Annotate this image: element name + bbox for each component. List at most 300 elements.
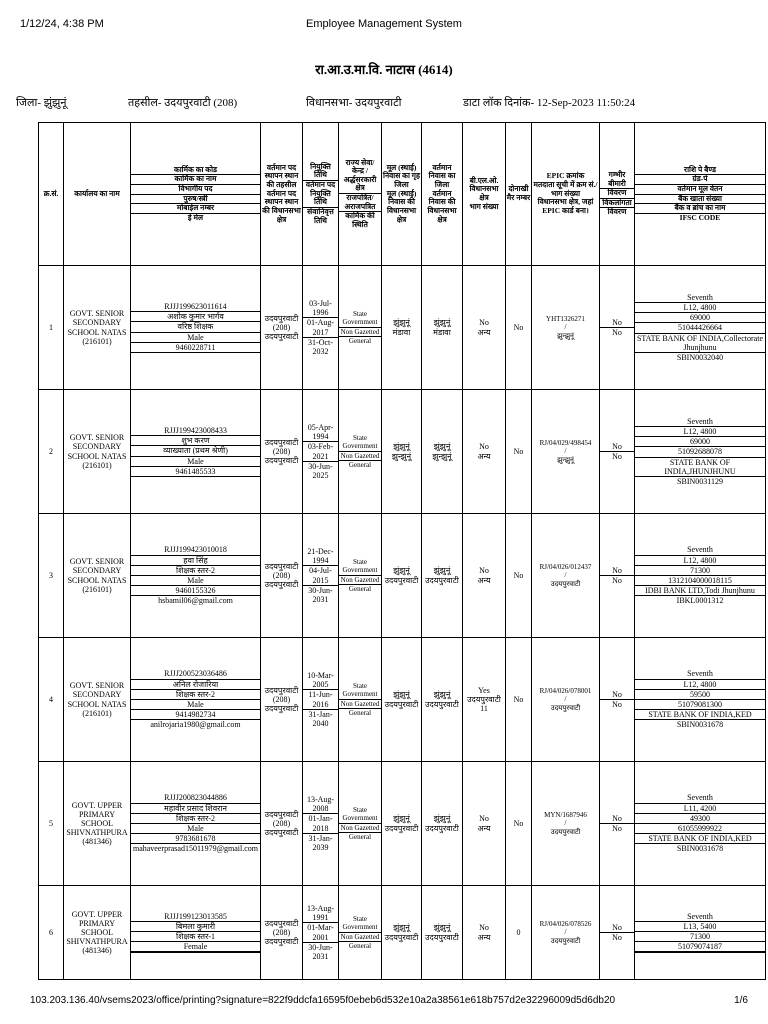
table-header-row <box>39 123 766 266</box>
header-ifsc: IFSC CODE <box>635 213 765 223</box>
serial-number: 6 <box>39 886 64 980</box>
handicap-number: No <box>506 266 532 390</box>
home-district: झुंझुनूं <box>393 814 410 824</box>
grade-pay: L12, 4800 <box>635 555 765 565</box>
posting-assembly: उदयपुरवाटी <box>264 828 299 838</box>
employee-info <box>131 886 261 980</box>
voter-serial: / <box>564 928 567 937</box>
current-post-date: 01-Jan-2018 <box>303 813 338 832</box>
employee-email <box>131 952 260 953</box>
header-basic-pay: वर्तमान मूल वेतन <box>635 184 765 194</box>
header-blo-assembly: बी.एल.ओ. विधानसभा क्षेत्र <box>469 175 499 202</box>
assembly-label: विधानसभा- उदयपुरवाटी <box>306 97 402 109</box>
blo-assembly: अन्य <box>477 932 491 942</box>
employee-code: RJJJ199423010018 <box>164 545 227 555</box>
epic-number: RJ/04/026/078526 <box>539 920 592 929</box>
employee-mobile: 9460228711 <box>131 342 260 352</box>
posting-assembly: उदयपुरवाटी <box>264 704 299 714</box>
header-grade-pay: ग्रेड-पे <box>635 174 765 184</box>
posting-info <box>261 638 303 762</box>
service-dates <box>303 390 339 514</box>
current-residence <box>422 390 463 514</box>
employee-post: शिक्षक स्तर-1 <box>131 931 260 941</box>
office-name: GOVT. SENIOR SECONDARY SCHOOL NATAS (216101) <box>64 266 131 390</box>
disability: No <box>600 823 634 833</box>
gazetted-status: Non Gazetted <box>340 823 380 832</box>
header-emp-name: कार्मिक का नाम <box>131 174 260 184</box>
home-assembly: उदयपुरवाटी <box>384 823 419 833</box>
header-blo <box>463 123 506 266</box>
serial-number: 4 <box>39 638 64 762</box>
employee-status: General <box>339 336 381 345</box>
posting-assembly: उदयपुरवाटी <box>264 580 299 590</box>
current-district: झुंझुनूं <box>433 442 451 452</box>
employee-name: शुभ करण <box>131 435 260 445</box>
employee-gender: Male <box>131 575 260 585</box>
posting-info <box>261 266 303 390</box>
posting-tehsil: उदयपुरवाटी (208) <box>264 809 299 828</box>
header-emp-post: विभागीय पद <box>131 184 260 194</box>
illness-info <box>600 638 635 762</box>
disability: No <box>600 451 634 461</box>
epic-info <box>532 638 600 762</box>
header-account-no: बैंक खाता संख्या <box>635 194 765 204</box>
service-dates <box>303 886 339 980</box>
employee-status: General <box>339 584 381 593</box>
voter-serial: / <box>564 819 567 828</box>
header-epic-assembly: विधानसभा क्षेत्र, जहां EPIC कार्ड बना। <box>537 197 594 215</box>
current-district: झुंझुनूं <box>433 318 451 328</box>
current-assembly: झुन्झुनूं <box>432 451 452 461</box>
account-number: 51092688078 <box>635 446 765 456</box>
grade-pay: L13, 5400 <box>635 921 765 931</box>
current-district: झुंझुनूं <box>433 566 451 576</box>
home-assembly: उदयपुरवाटी <box>384 699 419 709</box>
serious-illness: No <box>612 565 622 575</box>
serial-number: 3 <box>39 514 64 638</box>
appointment-date: 05-Apr-1994 <box>307 422 334 442</box>
print-datetime: 1/12/24, 4:38 PM <box>20 18 104 30</box>
account-number: 61055999922 <box>635 823 765 833</box>
header-current-assembly: वर्तमान निवास की विधानसभा क्षेत्र <box>427 188 457 224</box>
header-office: कार्यालय का नाम <box>64 123 131 266</box>
current-district: झुंझुनूं <box>433 690 451 700</box>
gazetted-status: Non Gazetted <box>340 575 380 584</box>
epic-assembly: उदयपुरवाटी <box>550 936 581 945</box>
retirement-date: 31-Oct-2032 <box>303 337 338 356</box>
header-pay-band: राशि पे बैण्ड <box>684 164 716 174</box>
basic-pay: 59500 <box>635 689 765 699</box>
employee-status: General <box>339 708 381 717</box>
employee-info <box>131 762 261 886</box>
serious-illness: No <box>612 689 622 699</box>
header-epic-no: EPIC क्रमांक <box>546 171 585 181</box>
pay-band: Seventh <box>687 793 713 803</box>
home-info <box>382 390 422 514</box>
bank-branch: STATE BANK OF INDIA,JHUNJHUNU <box>635 457 765 476</box>
account-number: 1312104000018115 <box>635 575 765 585</box>
bank-info <box>635 390 766 514</box>
employee-email <box>131 476 260 477</box>
service-info <box>339 514 382 638</box>
employee-status: General <box>339 832 381 841</box>
blo-info <box>463 886 506 980</box>
home-info <box>382 762 422 886</box>
current-residence <box>422 886 463 980</box>
employee-status: General <box>339 941 381 950</box>
header-disability-detail: विवरण <box>600 207 634 217</box>
service-dates <box>303 514 339 638</box>
header-voter-serial: मतदाता सूची में क्रम सं./ भाग संख्या <box>533 180 598 198</box>
account-number: 51079074187 <box>635 941 765 951</box>
current-assembly: उदयपुरवाटी <box>425 575 459 585</box>
header-current <box>422 123 463 266</box>
grade-pay: L12, 4800 <box>635 302 765 312</box>
table-row <box>39 514 766 638</box>
header-emp-code: कार्मिक का कोड <box>173 164 218 174</box>
service-type: State Government <box>342 558 378 575</box>
gazetted-status: Non Gazetted <box>340 451 380 460</box>
current-post-date: 03-Feb-2021 <box>303 441 338 460</box>
office-name: GOVT. UPPER PRIMARY SCHOOL SHIVNATHPURA (481346) <box>64 886 131 980</box>
handicap-number: No <box>506 390 532 514</box>
blo-info <box>463 762 506 886</box>
home-info <box>382 886 422 980</box>
ifsc-code <box>635 952 765 953</box>
home-assembly: उदयपुरवाटी <box>384 575 419 585</box>
blo-assembly: अन्य <box>477 823 491 833</box>
service-info <box>339 886 382 980</box>
current-residence <box>422 638 463 762</box>
bank-branch: STATE BANK OF INDIA,KED <box>635 833 765 843</box>
employee-mobile: 9783681678 <box>131 833 260 843</box>
current-residence <box>422 266 463 390</box>
posting-info <box>261 390 303 514</box>
office-name: GOVT. SENIOR SECONDARY SCHOOL NATAS (216101) <box>64 638 131 762</box>
pay-band: Seventh <box>687 292 713 302</box>
appointment-date: 13-Aug-1991 <box>306 903 335 923</box>
posting-tehsil: उदयपुरवाटी (208) <box>264 918 299 937</box>
epic-info <box>532 266 600 390</box>
employee-code: RJJJ199423008433 <box>164 426 227 436</box>
handicap-number: No <box>506 762 532 886</box>
current-assembly: उदयपुरवाटी <box>425 699 459 709</box>
service-type: State Government <box>342 310 378 327</box>
serial-number: 2 <box>39 390 64 514</box>
header-serious-illness: गम्भीर बीमारी <box>608 169 626 188</box>
ifsc-code: SBIN0031678 <box>635 719 765 729</box>
blo-flag: No <box>479 318 489 328</box>
home-district: झुंझुनूं <box>393 566 410 576</box>
service-type: State Government <box>342 806 378 823</box>
posting-tehsil: उदयपुरवाटी (208) <box>264 437 299 456</box>
posting-info <box>261 762 303 886</box>
bank-branch: STATE BANK OF INDIA,KED <box>635 709 765 719</box>
posting-assembly: उदयपुरवाटी <box>264 937 299 947</box>
employee-post: शिक्षक स्तर-2 <box>131 565 260 575</box>
service-info <box>339 390 382 514</box>
employee-email: anilrojaria1980@gmail.com <box>131 719 260 729</box>
basic-pay: 49300 <box>635 813 765 823</box>
blo-assembly: अन्य <box>477 327 491 337</box>
footer-page-number: 1/6 <box>734 995 748 1006</box>
employee-info <box>131 390 261 514</box>
employee-info <box>131 514 261 638</box>
pay-band: Seventh <box>687 911 713 921</box>
employee-status: General <box>339 460 381 469</box>
pay-band: Seventh <box>687 416 713 426</box>
current-assembly: उदयपुरवाटी <box>425 823 459 833</box>
pay-band: Seventh <box>687 545 713 555</box>
header-disability: विकलांगता <box>600 198 634 208</box>
bank-branch: IDBI BANK LTD,Todi Jhunjhunu <box>635 585 765 595</box>
home-assembly: झुन्झुनूं <box>391 451 412 461</box>
retirement-date: 30-Jun-2031 <box>303 585 338 604</box>
serious-illness: No <box>612 317 622 327</box>
header-emp-mobile: मोबाईल नम्बर <box>131 203 260 213</box>
current-residence <box>422 514 463 638</box>
current-district: झुंझुनूं <box>433 923 451 933</box>
blo-info <box>463 638 506 762</box>
blo-assembly: अन्य <box>477 451 491 461</box>
home-district: झुंझुनूं <box>393 923 410 933</box>
gazetted-status: Non Gazetted <box>340 932 380 941</box>
current-district: झुंझुनूं <box>433 814 451 824</box>
epic-number: YHT1326271 <box>546 315 585 324</box>
employee-mobile: 9460155326 <box>131 585 260 595</box>
header-illness-detail: विवरण <box>600 188 634 198</box>
epic-assembly: झुन्झुनूं <box>557 331 574 340</box>
posting-assembly: उदयपुरवाटी <box>264 456 299 466</box>
employee-post: शिक्षक स्तर-2 <box>131 813 260 823</box>
epic-info <box>532 390 600 514</box>
header-posting-assembly: वर्तमान पद स्थापन स्थान की विधानसभा क्षेत्र <box>262 188 301 224</box>
service-type: State Government <box>342 682 378 699</box>
header-retirement-date: सेवानिवृत्त तिथि <box>303 207 338 225</box>
header-gazetted: राजपत्रित/ अराजपत्रित <box>339 193 381 211</box>
current-post-date: 01-Aug-2017 <box>303 317 338 336</box>
epic-info <box>532 886 600 980</box>
blo-flag: No <box>479 814 489 824</box>
account-number: 51079081300 <box>635 699 765 709</box>
illness-info <box>600 514 635 638</box>
disability: No <box>600 699 634 709</box>
posting-info <box>261 886 303 980</box>
epic-assembly: उदयपुरवाटी <box>550 579 581 588</box>
grade-pay: L12, 4800 <box>635 426 765 436</box>
header-appointment-date: नियुक्ति तिथि <box>310 161 331 180</box>
employee-name: बिमला कुमारी <box>131 921 260 931</box>
service-info <box>339 762 382 886</box>
retirement-date: 31-Jan-2040 <box>303 709 338 728</box>
header-part-number: भाग संख्या <box>469 201 499 211</box>
blo-assembly: उदयपुरवाटी <box>467 694 501 704</box>
employee-code: RJJJ200523036486 <box>164 669 227 679</box>
epic-number: MYN/1687946 <box>544 811 587 820</box>
serious-illness: No <box>612 813 622 823</box>
basic-pay: 71300 <box>635 931 765 941</box>
home-district: झुंझुनूं <box>393 442 410 452</box>
header-posting-tehsil: वर्तमान पद स्थापन स्थान की तहसील <box>264 162 299 190</box>
header-bank <box>635 123 766 266</box>
epic-number: RJ/04/029/498454 <box>539 439 592 448</box>
ifsc-code: IBKL0001312 <box>635 595 765 605</box>
epic-assembly: झुन्झुनूं <box>557 455 574 464</box>
serious-illness: No <box>612 922 622 932</box>
bank-info <box>635 762 766 886</box>
epic-info <box>532 762 600 886</box>
blo-info <box>463 390 506 514</box>
disability: No <box>600 575 634 585</box>
employee-mobile: 9414982734 <box>131 709 260 719</box>
employee-gender: Male <box>131 456 260 466</box>
bank-info <box>635 514 766 638</box>
pay-band: Seventh <box>687 669 713 679</box>
home-info <box>382 638 422 762</box>
voter-serial: / <box>564 323 567 332</box>
data-lock-date: डाटा लॉक दिनांक- 12-Sep-2023 11:50:24 <box>463 97 636 109</box>
employee-email: hsbamil06@gmail.com <box>131 595 260 605</box>
employee-code: RJJJ200823044886 <box>164 793 227 803</box>
table-row <box>39 638 766 762</box>
illness-info <box>600 762 635 886</box>
employee-table <box>38 122 766 980</box>
basic-pay: 69000 <box>635 436 765 446</box>
bank-info <box>635 886 766 980</box>
basic-pay: 69000 <box>635 312 765 322</box>
handicap-number: No <box>506 514 532 638</box>
employee-mobile: 9461485533 <box>131 466 260 476</box>
blo-info <box>463 514 506 638</box>
home-district: झुंझुनूं <box>393 318 410 328</box>
employee-post: व्याख्याता (प्रथम श्रेणी) <box>131 445 260 455</box>
table-row <box>39 886 766 980</box>
current-assembly: उदयपुरवाटी <box>425 932 459 942</box>
current-residence <box>422 762 463 886</box>
serious-illness: No <box>612 441 622 451</box>
header-bank-branch: बैंक व ब्रांच का नाम <box>635 203 765 213</box>
voter-serial: / <box>564 571 567 580</box>
blo-info <box>463 266 506 390</box>
epic-number: RJ/04/026/012437 <box>539 563 592 572</box>
district-label: जिला- झुंझुनूं <box>16 97 67 109</box>
home-info <box>382 266 422 390</box>
footer-url: 103.203.136.40/vsems2023/office/printing?signature=822f9ddcfa16595f0ebeb6d532e10a2a38561e618b757d2e32296009d5d6db20 <box>30 995 616 1006</box>
bank-branch: STATE BANK OF INDIA,Collectorate Jhunjhunu <box>636 333 763 352</box>
appointment-date: 21-Dec-1994 <box>307 546 334 566</box>
employee-name: अनिल रोजारिया <box>131 679 260 689</box>
office-name: GOVT. SENIOR SECONDARY SCHOOL NATAS (216101) <box>64 390 131 514</box>
header-service-type: राज्य सेवा/ केन्द्र / अर्द्धसरकारी क्षेत्र <box>343 157 377 193</box>
office-name: GOVT. SENIOR SECONDARY SCHOOL NATAS (216101) <box>64 514 131 638</box>
handicap-number: No <box>506 638 532 762</box>
employee-gender: Male <box>131 332 260 342</box>
header-current-post-date: वर्तमान पद नियुक्ति तिथि <box>303 180 338 207</box>
service-dates <box>303 638 339 762</box>
home-assembly: मंडावा <box>392 327 411 337</box>
gazetted-status: Non Gazetted <box>340 699 380 708</box>
bank-info <box>635 638 766 762</box>
service-dates <box>303 266 339 390</box>
header-emp-email: ई मेल <box>131 213 260 223</box>
account-number: 51044426664 <box>635 322 765 332</box>
header-home-assembly: मूल (स्थाई) निवास की विधानसभा क्षेत्र <box>386 188 417 224</box>
header-illness <box>600 123 635 266</box>
home-district: झुंझुनूं <box>393 690 410 700</box>
office-name: GOVT. UPPER PRIMARY SCHOOL SHIVNATHPURA (481346) <box>64 762 131 886</box>
employee-name: महावीर प्रसाद शिवरान <box>131 803 260 813</box>
employee-post: वरिष्ठ शिक्षक <box>131 321 260 331</box>
header-handicap: दोनाखी मैर नम्बर <box>506 123 532 266</box>
service-type: State Government <box>342 434 378 451</box>
employee-gender: Female <box>131 941 260 951</box>
epic-number: RJ/04/026/078001 <box>539 687 592 696</box>
disability: No <box>600 327 634 337</box>
employee-email <box>131 352 260 353</box>
appointment-date: 10-Mar-2005 <box>307 670 334 690</box>
school-title: रा.आ.उ.मा.वि. नाटास (4614) <box>315 62 453 77</box>
table-row <box>39 390 766 514</box>
handicap-number: 0 <box>506 886 532 980</box>
header-posting <box>261 123 303 266</box>
ifsc-code: SBIN0032040 <box>635 352 765 362</box>
table-row <box>39 266 766 390</box>
voter-serial: / <box>564 447 567 456</box>
service-dates <box>303 762 339 886</box>
grade-pay: L11, 4200 <box>635 803 765 813</box>
header-home <box>382 123 422 266</box>
illness-info <box>600 266 635 390</box>
blo-flag: No <box>479 923 489 933</box>
home-assembly: उदयपुरवाटी <box>384 932 419 942</box>
posting-tehsil: उदयपुरवाटी (208) <box>264 685 299 704</box>
employee-gender: Male <box>131 699 260 709</box>
serial-number: 5 <box>39 762 64 886</box>
header-emp-gender: पुरुष/स्त्री <box>131 194 260 204</box>
bank-info <box>635 266 766 390</box>
posting-info <box>261 514 303 638</box>
header-sno: क्र.सं. <box>39 123 64 266</box>
blo-flag: No <box>479 566 489 576</box>
employee-name: हवा सिंह <box>131 555 260 565</box>
epic-info <box>532 514 600 638</box>
current-post-date: 04-Jul-2015 <box>303 565 338 584</box>
header-current-district: वर्तमान निवास का जिला <box>428 162 456 190</box>
employee-gender: Male <box>131 823 260 833</box>
service-info <box>339 266 382 390</box>
retirement-date: 30-Jun-2031 <box>303 942 338 961</box>
current-assembly: मंडावा <box>433 327 451 337</box>
ifsc-code: SBIN0031678 <box>635 843 765 853</box>
basic-pay: 71300 <box>635 565 765 575</box>
disability: No <box>600 932 634 942</box>
gazetted-status: Non Gazetted <box>340 327 380 336</box>
blo-flag: Yes <box>478 685 490 695</box>
home-info <box>382 514 422 638</box>
grade-pay: L12, 4800 <box>635 679 765 689</box>
illness-info <box>600 390 635 514</box>
table-row <box>39 762 766 886</box>
employee-code: RJJJ199123013585 <box>164 911 227 921</box>
tehsil-label: तहसील- उदयपुरवाटी (208) <box>128 97 238 109</box>
retirement-date: 31-Jan-2039 <box>303 833 338 852</box>
header-epic <box>532 123 600 266</box>
header-service <box>339 123 382 266</box>
employee-info <box>131 638 261 762</box>
ifsc-code: SBIN0031129 <box>635 476 765 486</box>
serial-number: 1 <box>39 266 64 390</box>
service-info <box>339 638 382 762</box>
